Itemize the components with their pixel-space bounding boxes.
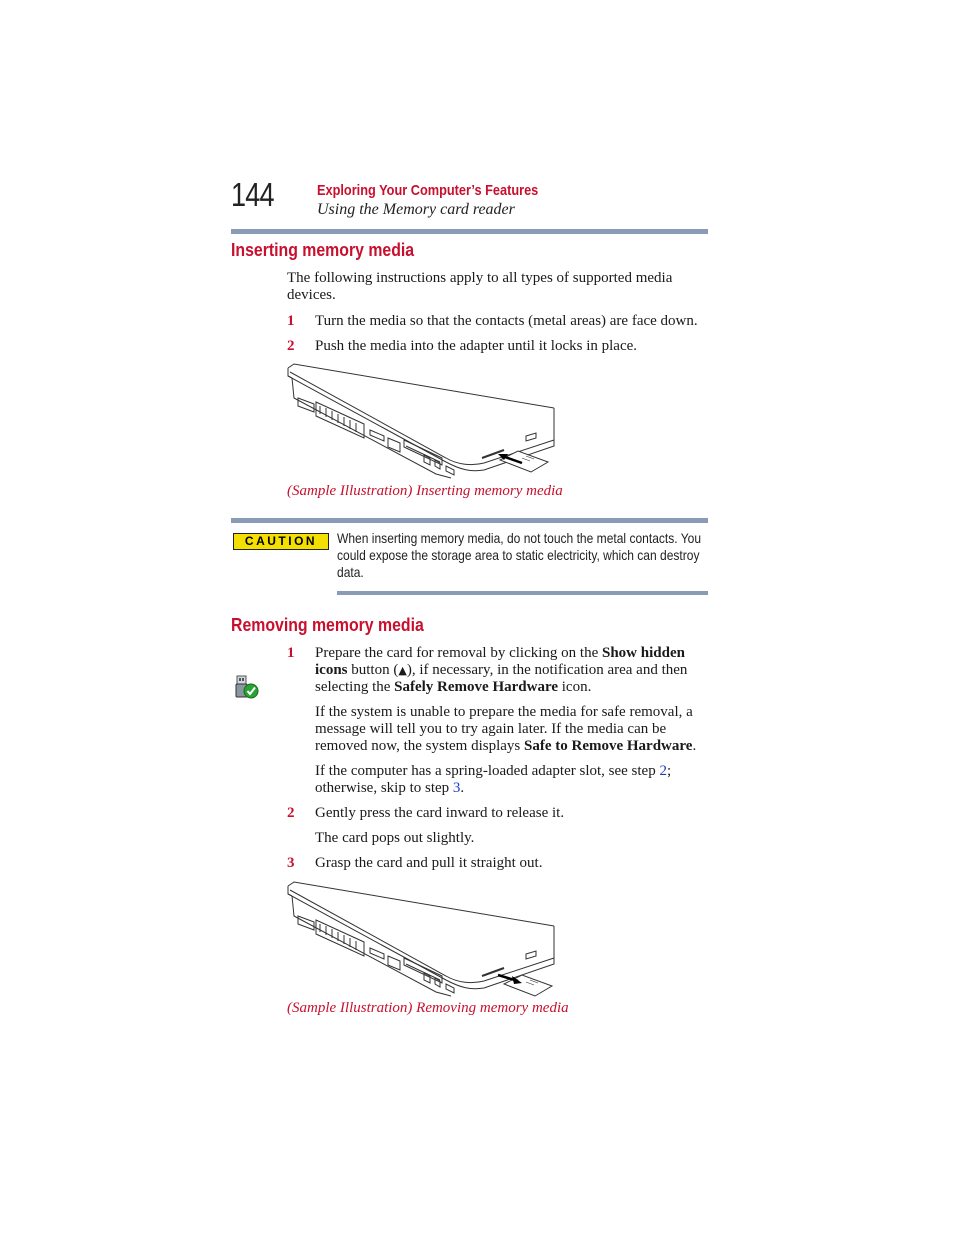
inserting-step-1 (287, 313, 711, 330)
step-number: 3 (287, 855, 295, 871)
removal-status-paragraph: If the system is unable to prepare the media for safe removal, a message will tell you to try again later. If the media can be removed now, the system displays Safe to Remove Hardware. (315, 704, 697, 754)
removing-step-2 (287, 805, 711, 822)
step-text: Prepare the card for removal by clicking on the Show hidden icons button (▲), if necessary, in the notification area and then selecting the Safely Remove Hardware icon. (315, 645, 688, 695)
step-2-note: The card pops out slightly. (315, 830, 475, 846)
safely-remove-hardware-label: Safely Remove Hardware (394, 679, 558, 695)
insert-media-illustration (286, 362, 558, 480)
caution-bottom-rule (337, 591, 708, 595)
removing-step-3 (287, 855, 711, 872)
step-number: 2 (287, 805, 295, 821)
inserting-caption: (Sample Illustration) Inserting memory media (287, 483, 563, 499)
step-number: 1 (287, 645, 295, 661)
safely-remove-hardware-icon (234, 674, 260, 700)
adapter-slot-paragraph: If the computer has a spring-loaded adapter slot, see step 2; otherwise, skip to step 3. (315, 763, 672, 796)
safe-to-remove-label: Safe to Remove Hardware (524, 738, 693, 754)
section-running-title: Using the Memory card reader (317, 201, 515, 218)
caution-text: When inserting memory media, do not touch the metal contacts. You could expose the storage area to static electricity, which can destroy data. (337, 530, 702, 580)
removing-caption: (Sample Illustration) Removing memory media (287, 1000, 569, 1016)
caution-top-rule (231, 518, 708, 523)
inserting-intro: The following instructions apply to all types of supported media devices. (287, 270, 673, 303)
removing-step-1 (287, 645, 711, 696)
inserting-step-2 (287, 338, 711, 355)
step-text: Turn the media so that the contacts (metal areas) are face down. (315, 313, 698, 329)
chapter-title: Exploring Your Computer’s Features (317, 182, 539, 199)
step-text: Grasp the card and pull it straight out. (315, 855, 543, 871)
show-hidden-icons-arrow-icon: ▲ (398, 664, 407, 677)
step-number: 1 (287, 313, 295, 329)
remove-media-illustration (286, 880, 558, 998)
step-3-link[interactable]: 3 (452, 780, 461, 796)
step-text: Gently press the card inward to release it. (315, 805, 565, 821)
step-text: Push the media into the adapter until it locks in place. (315, 338, 638, 354)
step-number: 2 (287, 338, 295, 354)
step-2-link[interactable]: 2 (659, 763, 667, 779)
show-hidden-icons-label: Show hidden icons (315, 645, 685, 678)
page-number: 144 (231, 176, 274, 213)
removing-heading: Removing memory media (231, 615, 424, 635)
header-rule (231, 229, 708, 234)
inserting-heading: Inserting memory media (231, 240, 415, 260)
caution-badge: CAUTION (233, 533, 329, 550)
